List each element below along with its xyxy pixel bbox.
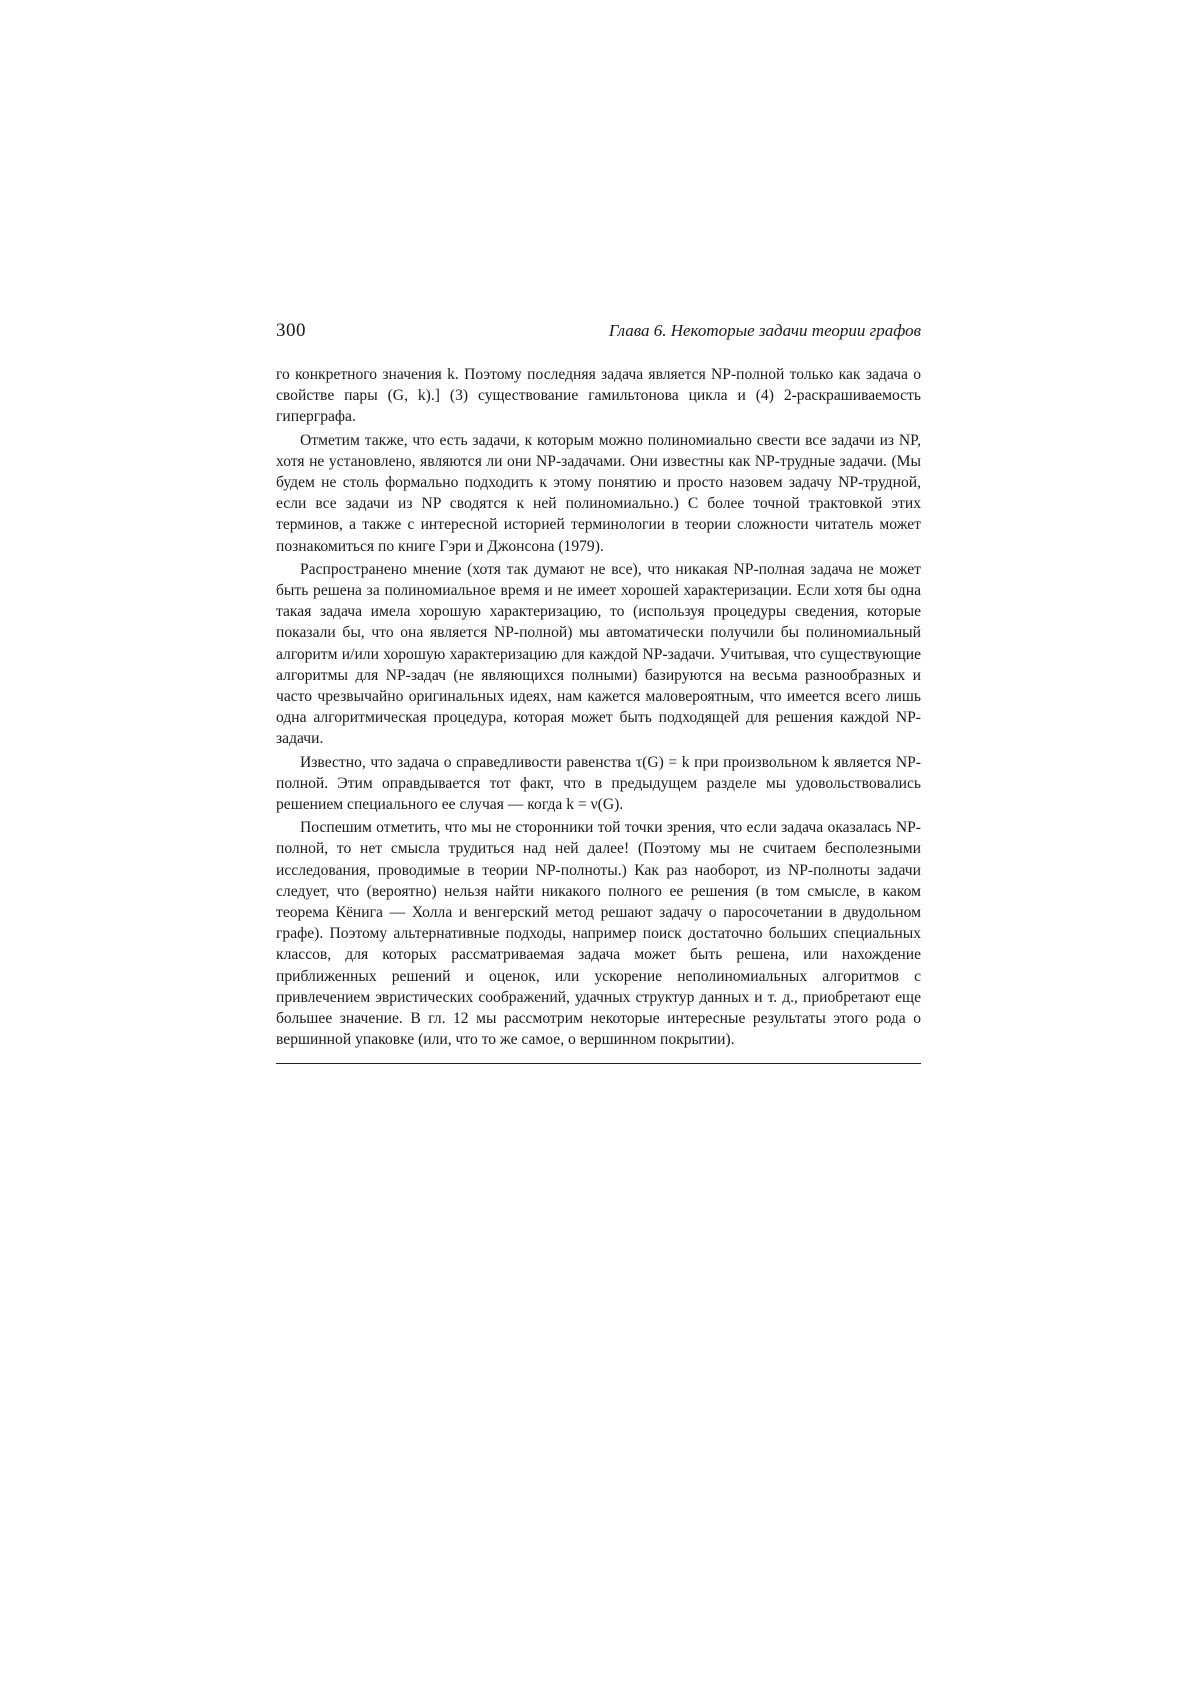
running-head bbox=[276, 320, 921, 354]
paragraph-alternative-approaches: Поспешим отметить, что мы не сторонники той точки зрения, что если задача оказалась NP-полной, то нет смысла трудиться над ней далее! (Поэтому мы не считаем бесполезными исследования, проводимые в теории NP-полноты.) Как раз наоборот, из NP-полноты задачи следует, что (вероятно) нельзя найти никакого полного ее решения (в том смысле, в каком теорема Кёнига — Холла и венгерский метод решают задачу о паросочетании в двудольном графе). Поэтому альтернативные подходы, например поиск достаточно больших специальных классов, для которых рассматриваемая задача может быть решена, или нахождение приближенных решений и оценок, или ускорение неполиномиальных алгоритмов с привлечением эвристических соображений, удачных структур данных и т. д., приобретают еще большее значение. В гл. 12 мы рассмотрим некоторые интересные результаты этого рода о вершинной упаковке (или, что то же самое, о вершинном покрытии). bbox=[276, 819, 921, 1049]
paragraph-continuation: го конкретного значения k. Поэтому последняя задача является NP-полной только как задача о свойстве пары (G, k).] (3) существование гамильтонова цикла и (4) 2-раскрашиваемость гиперграфа. bbox=[276, 366, 921, 426]
paragraph-np-complete-opinion: Распространено мнение (хотя так думают не все), что никакая NP-полная задача не может быть решена за полиномиальное время и не имеет хорошей характеризации. Если хотя бы одна такая задача имела хорошую характеризацию, то (используя процедуры сведения, которые показали бы, что она является NP-полной) мы автоматически получили бы полиномиальный алгоритм и/или хорошую характеризацию для каждой NP-задачи. Учитывая, что существующие алгоритмы для NP-задач (не являющихся полными) базируются на весьма разнообразных и часто чрезвычайно оригинальных идеях, нам кажется маловероятным, что имеется всего лишь одна алгоритмическая процедура, которая может быть подходящей для решения каждой NP-задачи. bbox=[276, 560, 921, 748]
chapter-title: Глава 6. Некоторые задачи теории графов bbox=[608, 321, 921, 340]
page-number: 300 bbox=[276, 320, 306, 341]
paragraph-np-hard: Отметим также, что есть задачи, к которым можно полиномиально свести все задачи из NP, хотя не установлено, являются ли они NP-задачами. Они известны как NP-трудные задачи. (Мы будем не столь формально подходить к этому понятию и просто назовем задачу NP-трудной, если все задачи из NP сводятся к ней полиномиально.) С более точной трактовкой этих терминов, а также с интересной историей терминологии в теории сложности читатель может познакомиться по книге Гэри и Джонсона (1979). bbox=[276, 431, 921, 555]
document-page bbox=[276, 320, 921, 1072]
section-end-rule bbox=[276, 1063, 921, 1064]
paragraph-tau-equality: Известно, что задача о справедливости равенства τ(G) = k при произвольном k является NP-полной. Этим оправдывается тот факт, что в предыдущем разделе мы удовольствовались решением специального ее случая — когда k = ν(G). bbox=[276, 753, 921, 814]
body-text bbox=[276, 364, 921, 1051]
